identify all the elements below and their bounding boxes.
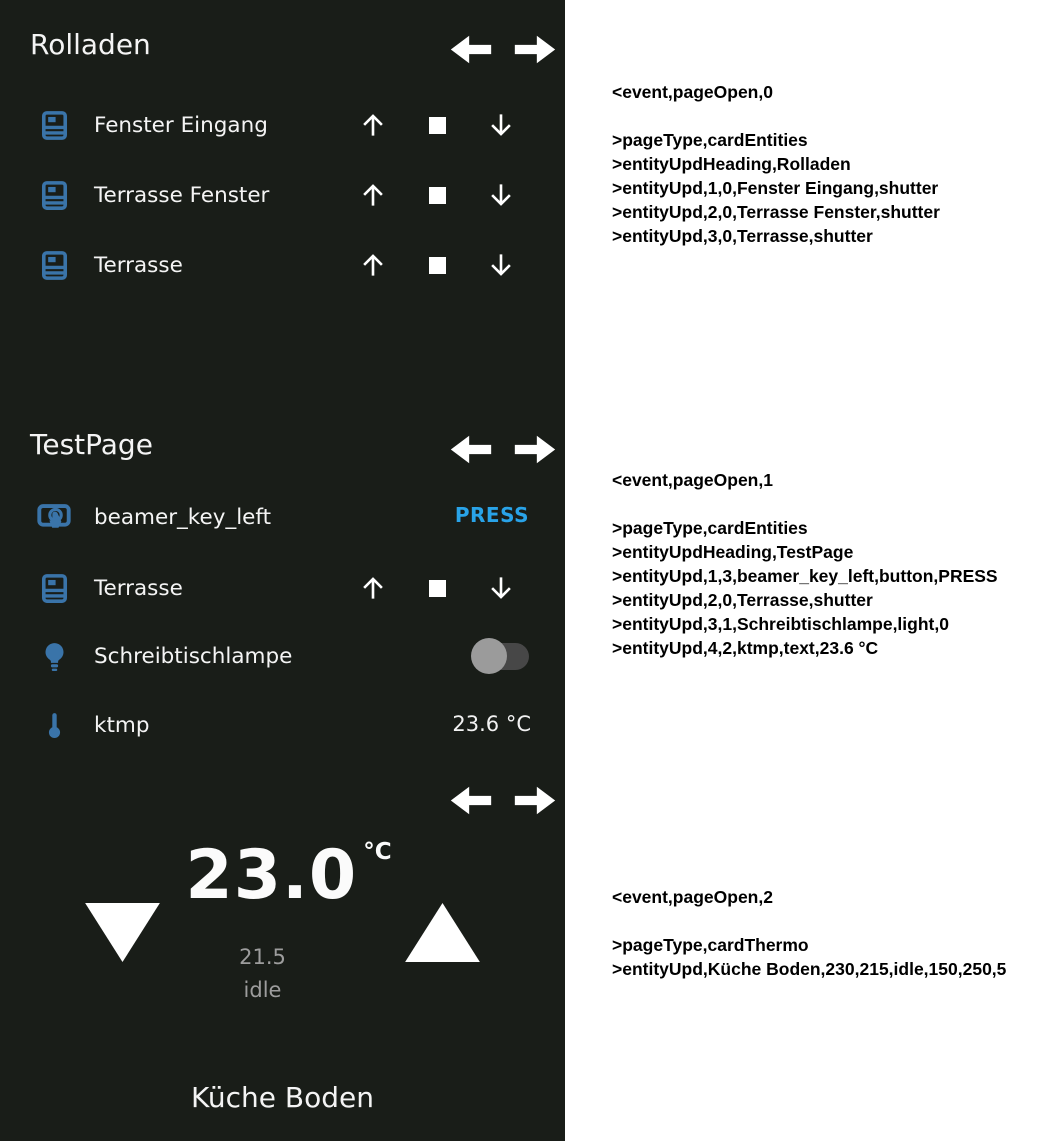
arrow-left-icon bbox=[449, 433, 493, 466]
log-line: <event,pageOpen,1 bbox=[612, 470, 773, 490]
toggle-knob bbox=[471, 638, 507, 674]
window-shutter-icon bbox=[36, 247, 72, 283]
shutter-up-button[interactable] bbox=[356, 570, 390, 606]
card-entities-rolladen bbox=[0, 0, 565, 410]
log-line: >entityUpd,3,1,Schreibtischlampe,light,0 bbox=[612, 614, 949, 634]
window-shutter-icon bbox=[36, 177, 72, 213]
hvac-state: idle bbox=[243, 978, 282, 1002]
up-arrow-icon bbox=[358, 180, 388, 210]
thermostat-name: Küche Boden bbox=[190, 1081, 375, 1114]
down-arrow-icon bbox=[486, 573, 516, 603]
shutter-controls bbox=[356, 566, 518, 610]
up-arrow-icon bbox=[358, 250, 388, 280]
stop-icon bbox=[429, 580, 446, 597]
shutter-controls bbox=[356, 103, 518, 147]
log-line: >entityUpd,1,3,beamer_key_left,button,PRESS bbox=[612, 566, 998, 586]
log-line bbox=[612, 909, 1006, 933]
stop-icon bbox=[429, 117, 446, 134]
entity-label: beamer_key_left bbox=[94, 504, 272, 530]
entity-row-terrasse-fenster bbox=[30, 173, 545, 217]
log-line: >entityUpdHeading,Rolladen bbox=[612, 154, 851, 174]
setpoint-value: 21.5 bbox=[239, 945, 286, 969]
log-line: >entityUpdHeading,TestPage bbox=[612, 542, 854, 562]
shutter-stop-button[interactable] bbox=[420, 107, 454, 143]
log-line: >pageType,cardThermo bbox=[612, 935, 809, 955]
log-line: >entityUpd,Küche Boden,230,215,idle,150,250,5 bbox=[612, 959, 1007, 979]
shutter-stop-button[interactable] bbox=[420, 177, 454, 213]
nav-next-button[interactable] bbox=[513, 33, 557, 66]
down-arrow-icon bbox=[486, 250, 516, 280]
page-nav bbox=[449, 33, 557, 66]
entity-row-schreibtischlampe bbox=[30, 634, 545, 678]
arrow-right-icon bbox=[513, 33, 557, 66]
entity-label: Schreibtischlampe bbox=[94, 643, 293, 669]
arrow-left-icon bbox=[449, 33, 493, 66]
log-line bbox=[612, 492, 998, 516]
up-arrow-icon bbox=[358, 573, 388, 603]
down-arrow-icon bbox=[486, 180, 516, 210]
log-line bbox=[612, 104, 940, 128]
page-title: Rolladen bbox=[30, 28, 151, 61]
press-button[interactable]: PRESS bbox=[454, 503, 529, 527]
entity-label: ktmp bbox=[94, 712, 150, 738]
entity-row-terrasse bbox=[30, 566, 545, 610]
log-line: >pageType,cardEntities bbox=[612, 518, 808, 538]
gesture-tap-button-icon bbox=[36, 499, 72, 535]
entity-row-fenster-eingang bbox=[30, 103, 545, 147]
window-shutter-icon bbox=[36, 570, 72, 606]
thermometer-icon bbox=[36, 707, 72, 743]
log-block-page0 bbox=[612, 80, 940, 248]
shutter-down-button[interactable] bbox=[484, 570, 518, 606]
log-line: >entityUpd,3,0,Terrasse,shutter bbox=[612, 226, 873, 246]
entity-label: Terrasse Fenster bbox=[94, 182, 270, 208]
lightbulb-icon bbox=[36, 638, 72, 674]
log-line: <event,pageOpen,2 bbox=[612, 887, 773, 907]
temperature-unit: °C bbox=[363, 839, 392, 865]
card-thermo bbox=[0, 765, 565, 1141]
temperature-value: 23.0 bbox=[185, 836, 358, 915]
shutter-up-button[interactable] bbox=[356, 247, 390, 283]
log-line: >entityUpd,4,2,ktmp,text,23.6 °C bbox=[612, 638, 879, 658]
stop-icon bbox=[429, 257, 446, 274]
down-arrow-icon bbox=[486, 110, 516, 140]
window-shutter-icon bbox=[36, 107, 72, 143]
arrow-right-icon bbox=[513, 433, 557, 466]
log-block-page1 bbox=[612, 468, 998, 660]
nav-prev-button[interactable] bbox=[449, 784, 493, 817]
arrow-left-icon bbox=[449, 784, 493, 817]
log-block-page2 bbox=[612, 885, 1006, 981]
shutter-down-button[interactable] bbox=[484, 177, 518, 213]
entity-row-ktmp bbox=[30, 703, 545, 747]
page-nav bbox=[449, 784, 557, 817]
entity-value: 23.6 °C bbox=[452, 712, 531, 736]
up-arrow-icon bbox=[358, 110, 388, 140]
nav-prev-button[interactable] bbox=[449, 33, 493, 66]
light-toggle[interactable] bbox=[471, 638, 529, 674]
shutter-up-button[interactable] bbox=[356, 107, 390, 143]
arrow-right-icon bbox=[513, 784, 557, 817]
log-line: >entityUpd,2,0,Terrasse,shutter bbox=[612, 590, 873, 610]
shutter-up-button[interactable] bbox=[356, 177, 390, 213]
shutter-down-button[interactable] bbox=[484, 107, 518, 143]
entity-label: Terrasse bbox=[94, 252, 183, 278]
page-title: TestPage bbox=[30, 428, 153, 461]
log-line: >pageType,cardEntities bbox=[612, 130, 808, 150]
shutter-controls bbox=[356, 243, 518, 287]
shutter-stop-button[interactable] bbox=[420, 570, 454, 606]
entity-row-beamer-key-left bbox=[30, 495, 545, 539]
log-line: <event,pageOpen,0 bbox=[612, 82, 773, 102]
shutter-controls bbox=[356, 173, 518, 217]
stop-icon bbox=[429, 187, 446, 204]
nav-prev-button[interactable] bbox=[449, 433, 493, 466]
page-nav bbox=[449, 433, 557, 466]
log-line: >entityUpd,1,0,Fenster Eingang,shutter bbox=[612, 178, 939, 198]
shutter-down-button[interactable] bbox=[484, 247, 518, 283]
entity-label: Terrasse bbox=[94, 575, 183, 601]
nav-next-button[interactable] bbox=[513, 433, 557, 466]
card-entities-testpage bbox=[0, 410, 565, 765]
shutter-stop-button[interactable] bbox=[420, 247, 454, 283]
entity-row-terrasse bbox=[30, 243, 545, 287]
nav-next-button[interactable] bbox=[513, 784, 557, 817]
log-line: >entityUpd,2,0,Terrasse Fenster,shutter bbox=[612, 202, 940, 222]
entity-label: Fenster Eingang bbox=[94, 112, 268, 138]
